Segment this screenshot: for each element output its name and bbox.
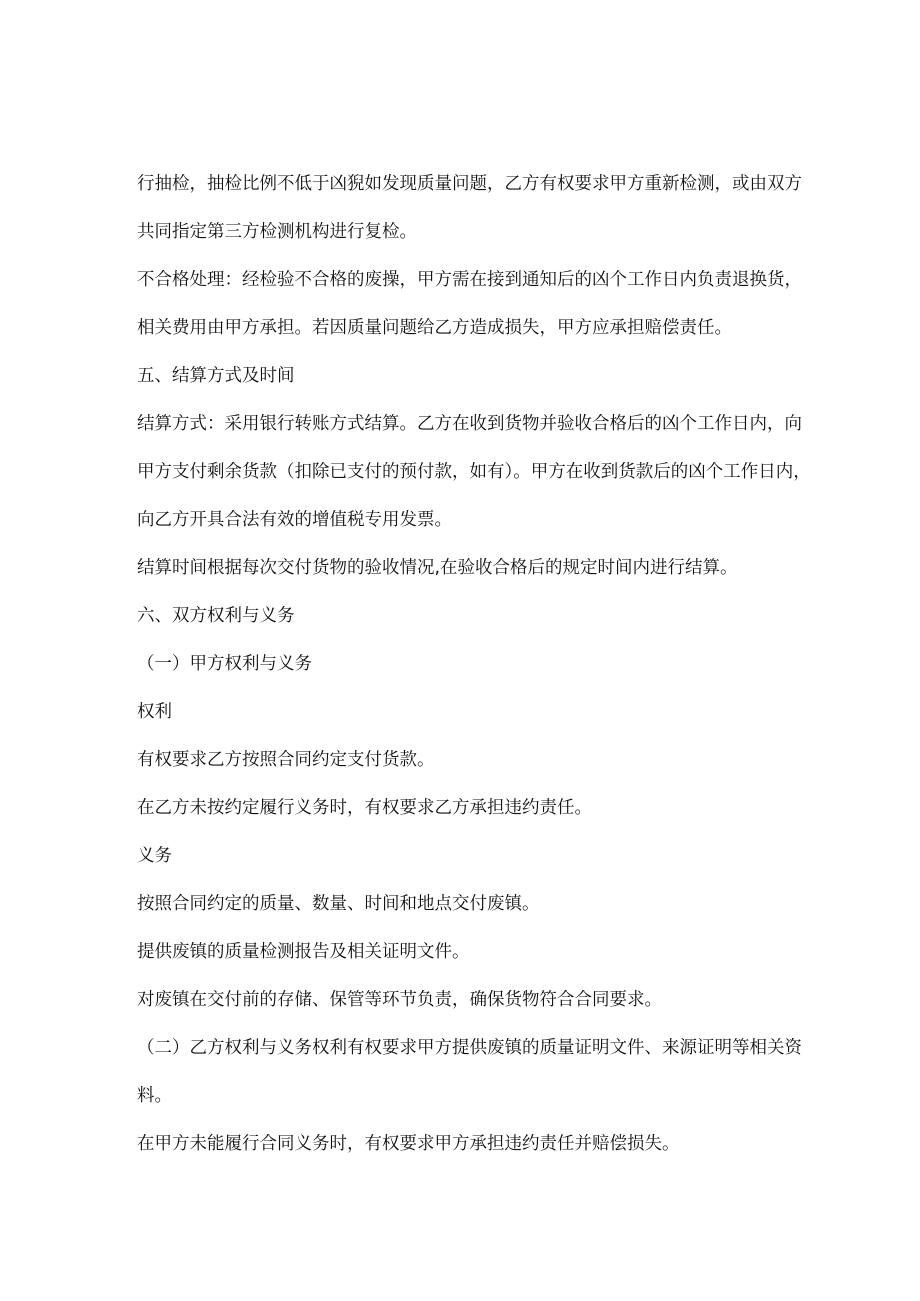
paragraph-line-6: 结算方式：采用银行转账方式结算。乙方在收到货物并验收合格后的凶个工作日内，向 [137,414,802,434]
paragraph-line-9: 结算时间根据每次交付货物的验收情况,在验收合格后的规定时间内进行结算。 [137,558,738,578]
subsection-heading-party-a: （一）甲方权利与义务 [137,654,312,674]
paragraph-line-4: 相关费用由甲方承担。若因质量问题给乙方造成损失，甲方应承担赔偿责任。 [137,318,732,338]
paragraph-line-1: 行抽检，抽检比例不低于凶猊如发现质量问题，乙方有权要求甲方重新检测，或由双方 [137,174,802,194]
paragraph-line-21: 在甲方未能履行合同义务时，有权要求甲方承担违约责任并赔偿损失。 [137,1134,680,1154]
paragraph-line-18: 对废镇在交付前的存储、保管等环节负责，确保货物符合合同要求。 [137,990,662,1010]
paragraph-line-7: 甲方支付剩余货款（扣除已支付的预付款，如有）。甲方在收到货款后的凶个工作日内， [137,462,811,482]
paragraph-line-20: 料。 [137,1086,172,1106]
heading-obligations: 义务 [137,846,172,866]
paragraph-line-17: 提供废镇的质量检测报告及相关证明文件。 [137,942,470,962]
paragraph-line-19: （二）乙方权利与义务权利有权要求甲方提供废镇的质量证明文件、来源证明等相关资 [137,1038,802,1058]
paragraph-line-3: 不合格处理：经检验不合格的废操，甲方需在接到通知后的凶个工作日内负责退换货， [137,270,802,290]
section-heading-6: 六、双方权利与义务 [137,606,295,626]
paragraph-line-16: 按照合同约定的质量、数量、时间和地点交付废镇。 [137,894,540,914]
heading-rights: 权利 [137,702,172,722]
paragraph-line-8: 向乙方开具合法有效的增值税专用发票。 [137,510,452,530]
paragraph-line-13: 有权要求乙方按照合同约定支付货款。 [137,750,435,770]
section-heading-5: 五、结算方式及时间 [137,366,295,386]
paragraph-line-14: 在乙方未按约定履行义务时，有权要求乙方承担违约责任。 [137,798,592,818]
paragraph-line-2: 共同指定第三方检测机构进行复检。 [137,222,417,242]
